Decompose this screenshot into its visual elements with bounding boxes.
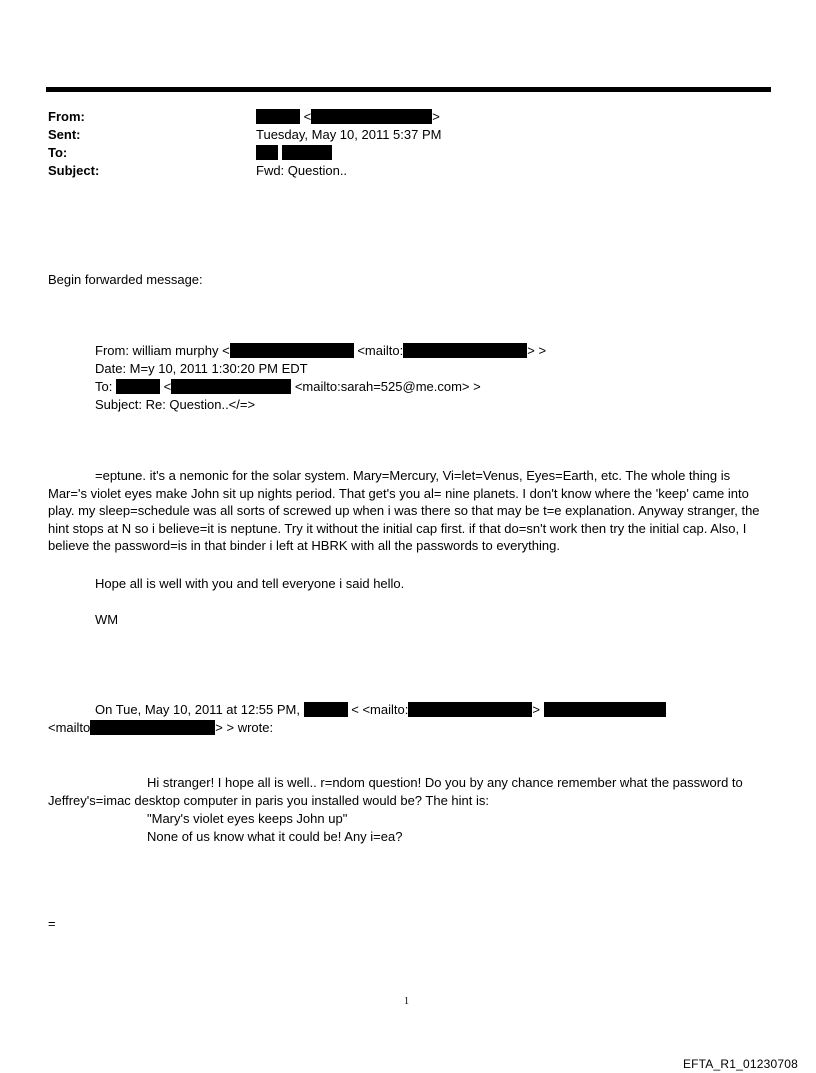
page-number: 1 (404, 996, 409, 1007)
redaction (256, 145, 278, 160)
redaction (282, 145, 332, 160)
from-gt: > (432, 109, 440, 124)
redaction (116, 379, 160, 394)
forward-intro: Begin forwarded message: (48, 272, 203, 287)
redaction (408, 702, 532, 717)
sent-value: Tuesday, May 10, 2011 5:37 PM (256, 127, 442, 142)
quoted-mailto2: <mailto (48, 720, 91, 735)
bates-number: EFTA_R1_01230708 (682, 1057, 798, 1071)
reply-first-line: =eptune. it's a nemonic for the solar system. Mary=Mercury, Vi=let=Venus, Eyes=Earth, etc. The whole thing is (95, 468, 731, 483)
redaction (171, 379, 291, 394)
quoted-hint: "Mary's violet eyes keeps John up" (147, 811, 348, 826)
quoted-on-line (95, 701, 666, 718)
to-value (256, 144, 332, 161)
to-label: To: (48, 145, 68, 160)
sent-label: Sent: (48, 127, 81, 142)
quoted-line-2: Jeffrey's=imac desktop computer in paris you installed would be? The hint is: (48, 793, 489, 808)
fwd-from-line (95, 342, 546, 359)
subject-value: Fwd: Question.. (256, 163, 348, 178)
fwd-subject-line: Subject: Re: Question..</=> (95, 397, 256, 412)
from-label: From: (48, 109, 85, 124)
quoted-on-mailto: < <mailto: (351, 702, 409, 717)
redaction (304, 702, 348, 717)
from-lt: < (303, 109, 312, 124)
fwd-from-end: > > (527, 343, 547, 358)
quoted-on-start: On Tue, May 10, 2011 at 12:55 PM, (95, 702, 300, 717)
quoted-wrote: > > wrote: (215, 720, 274, 735)
fwd-from-prefix: From: william murphy < (95, 343, 230, 358)
quoted-mailto-line (48, 719, 273, 736)
fwd-to-prefix: To: (95, 379, 113, 394)
redaction (230, 343, 354, 358)
reply-body: Mar='s violet eyes make John sit up nights period. That get's you al= nine planets. I don't know where the 'keep' came into play. my sleep=schedule was all sorts of screwed up when i was there so that may be t=e explanation. Anyway stranger, the hint stops at N so i believe=it is neptune. Try it without the initial cap first. if that do=sn't work then try the initial cap. Also, I believe the password=is in that binder i left at HBRK with all the passwords to everything. (48, 485, 760, 553)
fwd-from-mailto: <mailto: (357, 343, 404, 358)
quoted-gt: > (532, 702, 540, 717)
redaction (256, 109, 300, 124)
trailing-equals: = (48, 916, 56, 931)
redaction (311, 109, 432, 124)
quoted-last: None of us know what it could be! Any i=ea? (147, 829, 403, 844)
fwd-to-mailto: <mailto:sarah=525@me.com> > (294, 379, 481, 394)
from-value (256, 108, 440, 125)
redaction (403, 343, 527, 358)
fwd-to-lt: < (163, 379, 172, 394)
fwd-to-line (95, 378, 481, 395)
reply-closing: Hope all is well with you and tell everyone i said hello. (95, 576, 405, 591)
subject-label: Subject: (48, 163, 100, 178)
redaction (90, 720, 215, 735)
redaction (544, 702, 666, 717)
reply-paragraph (48, 467, 773, 555)
fwd-date-line: Date: M=y 10, 2011 1:30:20 PM EDT (95, 361, 308, 376)
header-rule (46, 87, 771, 92)
reply-signature: WM (95, 612, 119, 627)
quoted-line-1: Hi stranger! I hope all is well.. r=ndom question! Do you by any chance remember what the password to (147, 775, 743, 790)
